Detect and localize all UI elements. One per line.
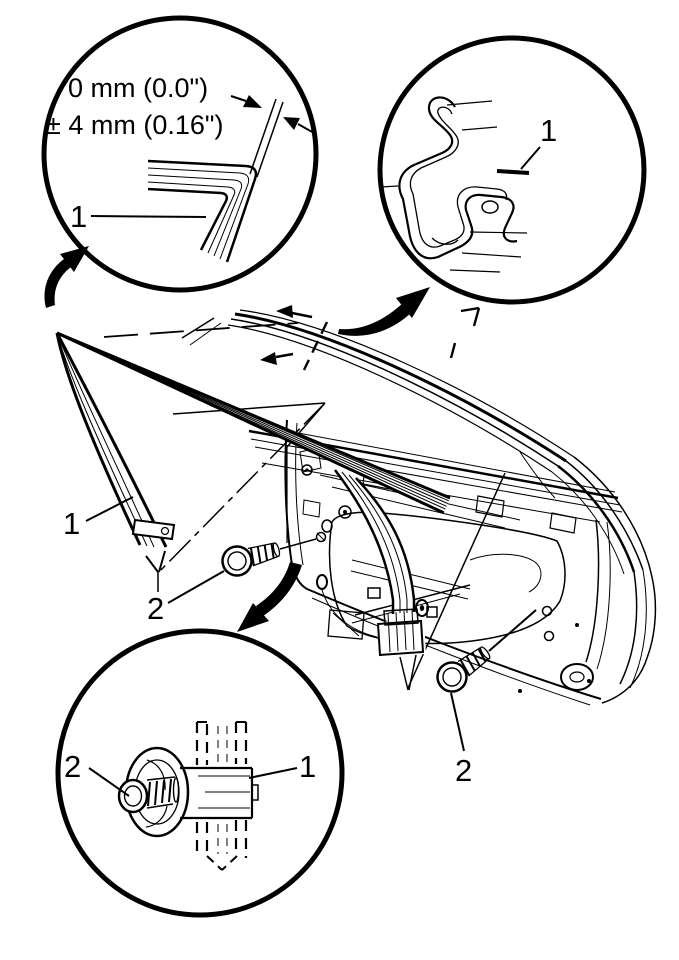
callout-2: 2 bbox=[64, 749, 82, 784]
callout-channel: 1 bbox=[63, 506, 81, 541]
inset-bolt-retainer-detail bbox=[58, 631, 342, 915]
callout-1: 1 bbox=[299, 749, 317, 784]
dimension-text-2: ± 4 mm (0.16") bbox=[46, 110, 224, 140]
pointer-bar bbox=[497, 171, 529, 173]
callout-rear-bolt: 2 bbox=[455, 753, 473, 788]
dimension-text-1: 0 mm (0.0") bbox=[68, 73, 209, 103]
callout-front-bolt: 2 bbox=[147, 591, 165, 626]
callout-1: 1 bbox=[540, 113, 558, 148]
inset-weatherstrip-cross-section bbox=[380, 38, 644, 302]
callout-leader bbox=[91, 216, 206, 217]
callout-1: 1 bbox=[70, 199, 88, 234]
